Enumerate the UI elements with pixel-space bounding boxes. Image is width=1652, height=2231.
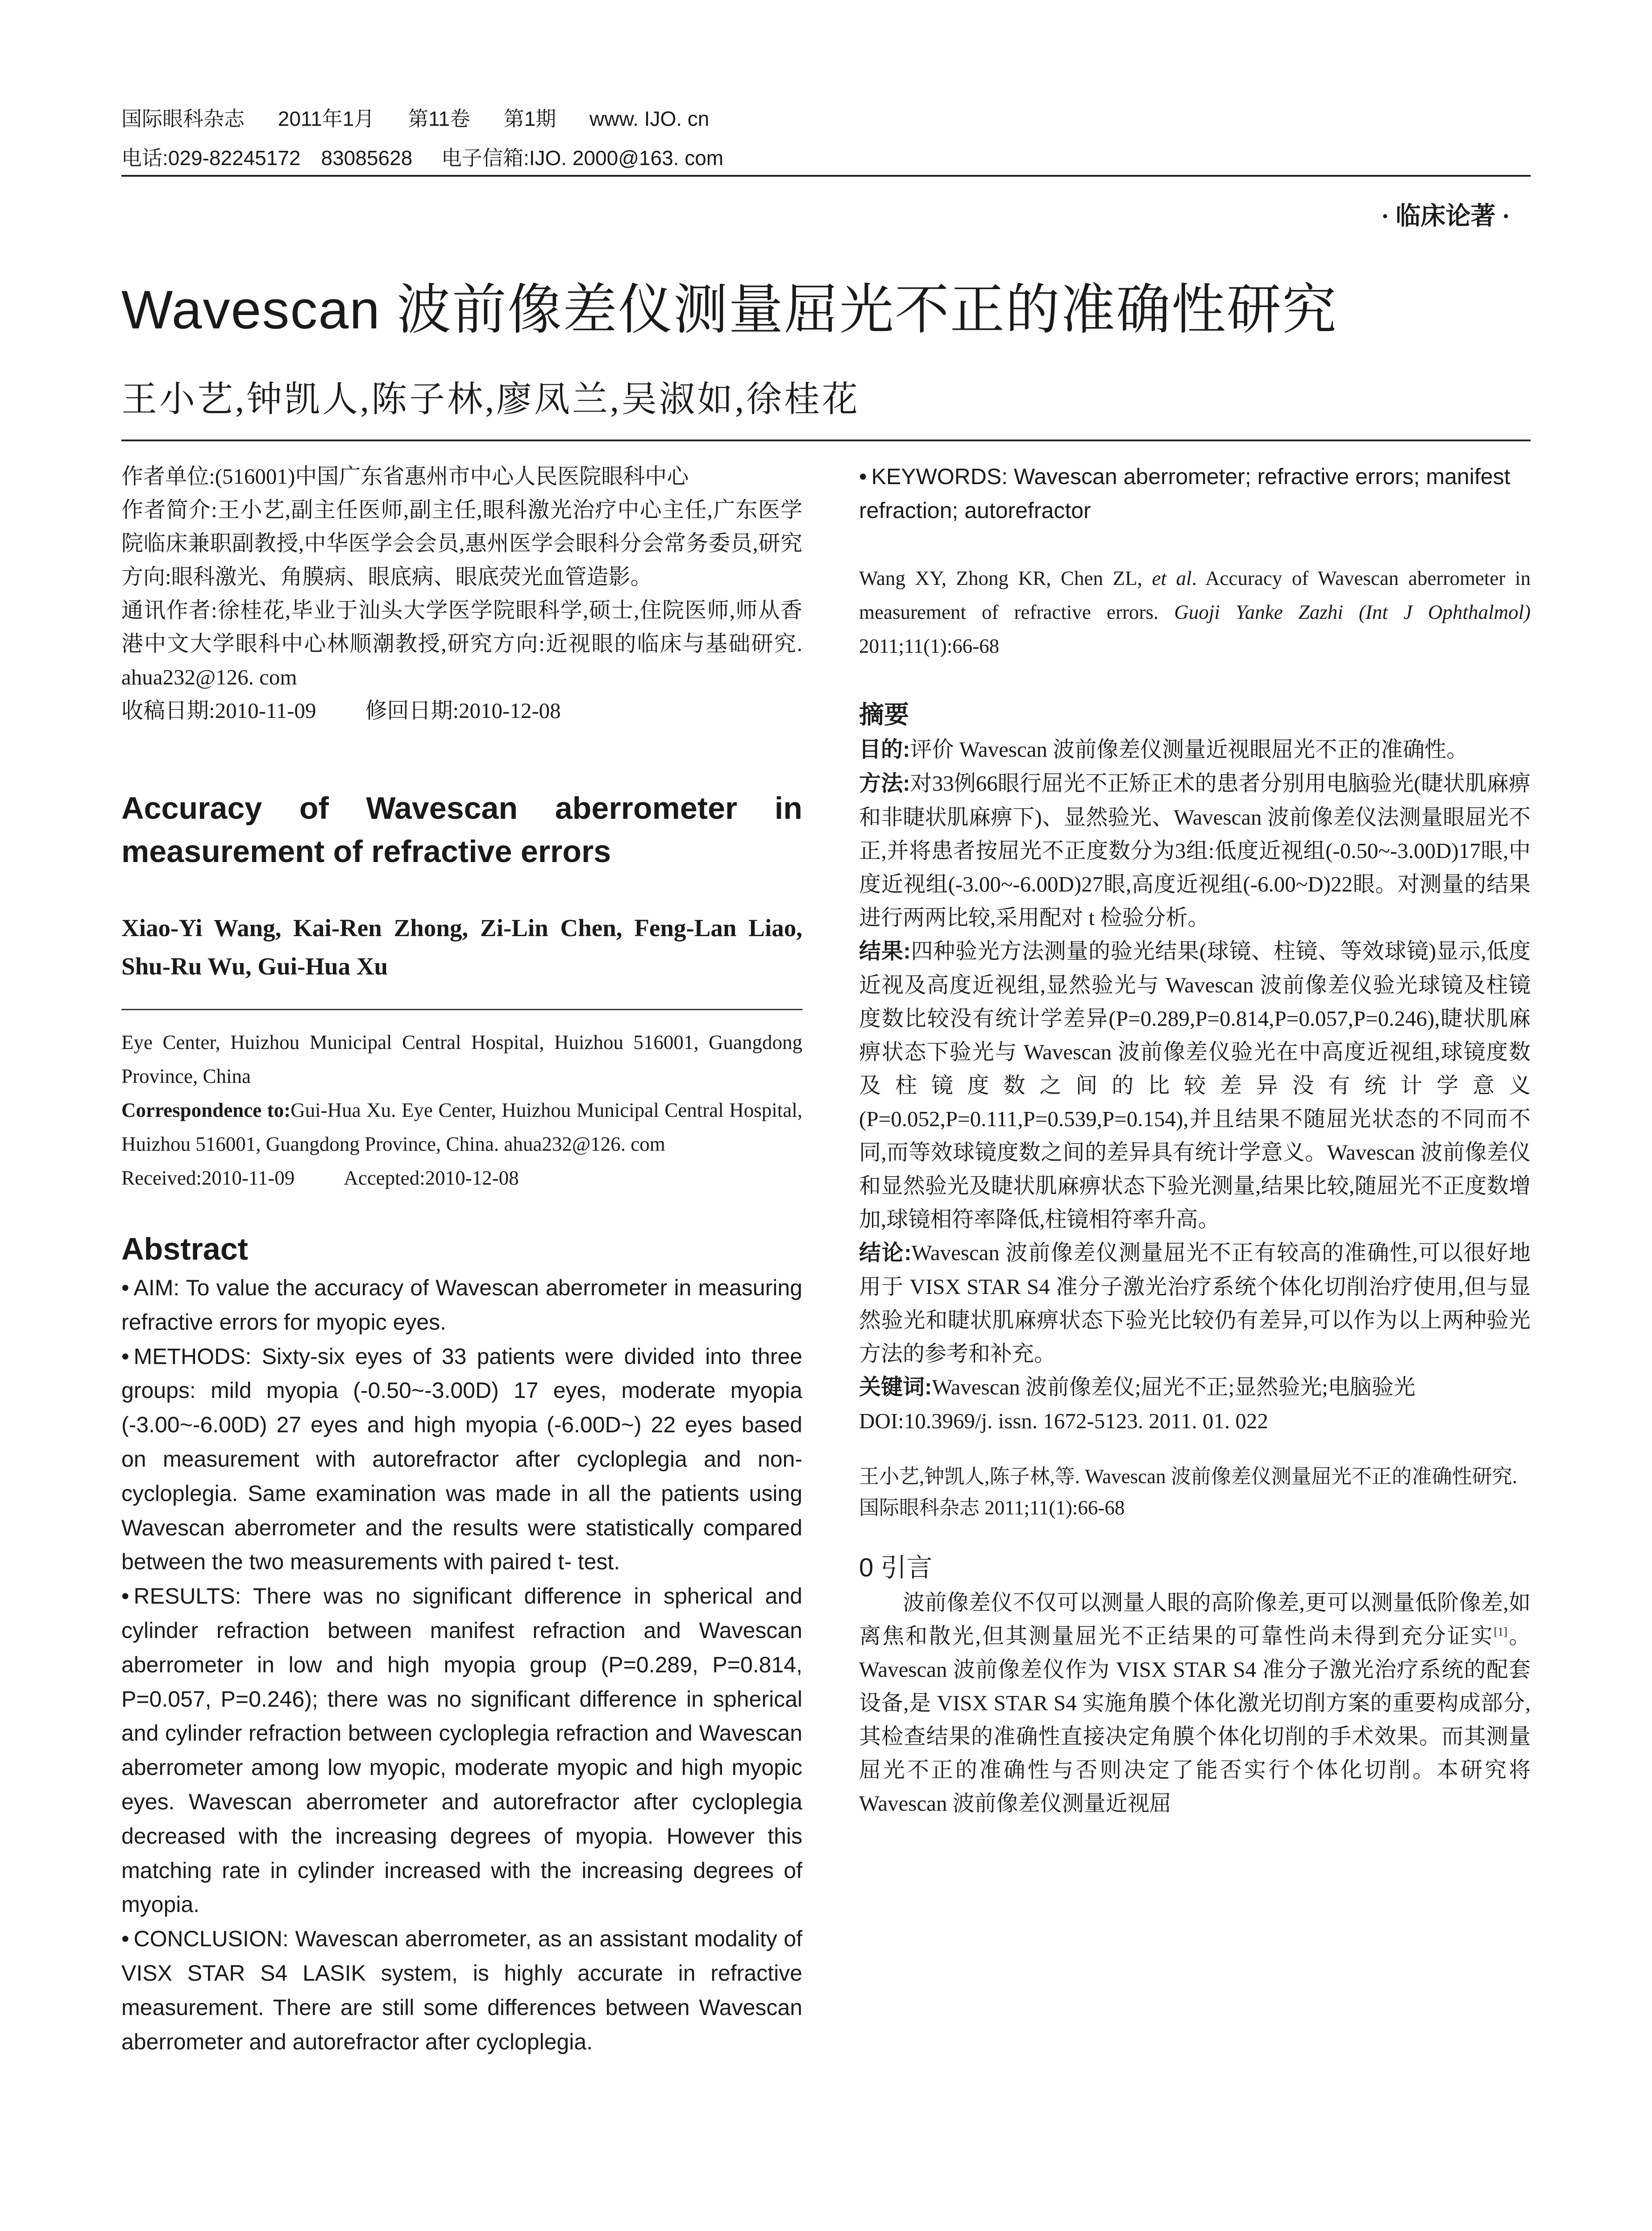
intro-text-2: 。Wavescan 波前像差仪作为 VISX STAR S4 准分子激光治疗系统的配套设备,是 VISX STAR S4 实施角膜个体化激光切削方案的重要构成部分,其检查结果的准确性直接决定角膜个体化切削的手术效果。而其测量屈光不正的准确性与否则决定了能否实行个体化切削。本研究将 Wavescan 波前像差仪测量近视屈: [859, 1624, 1531, 1816]
summary-conclusion-text: Wavescan 波前像差仪测量屈光不正有较高的准确性,可以很好地用于 VISX STAR S4 准分子激光治疗系统个体化切削治疗使用,但与显然验光和睫状肌麻痹状态下验光比较仍有差异,可以作为以上两种验光方法的参考和补充。: [859, 1240, 1531, 1366]
received-date-en: Received:2010-11-09: [121, 1167, 295, 1189]
citation-en-etal: et al: [1152, 567, 1192, 589]
intro-text-1: 波前像差仪不仅可以测量人眼的高阶像差,更可以测量低阶像差,如离焦和散光,但其测量屈光不正结果的可靠性尚未得到充分证实: [859, 1590, 1531, 1648]
journal-website[interactable]: www. IJO. cn: [589, 107, 710, 130]
header-rule: [121, 175, 1531, 177]
correspondence-label: Correspondence to:: [121, 1099, 291, 1121]
abstract-aim-text: To value the accuracy of Wavescan aberrometer in measuring refractive errors for myopic eyes.: [121, 1275, 802, 1335]
correspondence-en: [121, 1093, 802, 1161]
correspondence-text: Gui-Hua Xu. Eye Center, Huizhou Municipal Central Hospital, Huizhou 516001, Guangdong Province, China. ahua232@126. com: [121, 1099, 802, 1155]
accepted-date-en: Accepted:2010-12-08: [344, 1167, 519, 1189]
right-column: [859, 460, 1531, 1820]
keywords-cn-label: 关键词:: [859, 1375, 932, 1399]
abstract-conclusion-text: Wavescan aberrometer, as an assistant modality of VISX STAR S4 LASIK system, is highly accurate in refractive measurement. There are still some differences between Wavescan aberrometer and autorefractor after cycloplegia.: [121, 1926, 802, 2054]
keywords-en-label: KEYWORDS:: [871, 464, 1008, 489]
keywords-en: [859, 460, 1531, 527]
citation-en: [859, 561, 1531, 663]
dates-cn: [121, 694, 802, 727]
abstract-heading: Abstract: [121, 1232, 248, 1266]
journal-contact-line: [121, 142, 747, 171]
abstract-results-text: There was no significant difference in spherical and cylinder refraction between manifest refraction and Wavescan aberrometer in low and high myopia group (P=0.289, P=0.814, P=0.057, P=0.246); there was no significant difference in spherical and cylinder refraction between cycloplegia refraction and Wavescan aberrometer among low myopic, moderate myopic and high myopic eyes. Wavescan aberrometer and autorefractor after cycloplegia decreased with the increasing degrees of myopia. However this matching rate in cylinder increased with the increasing degrees of myopia.: [121, 1584, 802, 1917]
abstract-aim-label: AIM:: [133, 1275, 180, 1300]
authors-cn: 王小艺,钟凯人,陈子林,廖凤兰,吴淑如,徐桂花: [121, 380, 860, 419]
keywords-cn: [859, 1370, 1531, 1404]
volume: 第11卷: [408, 107, 470, 130]
journal-header-line: [121, 103, 737, 132]
journal-name: 国际眼科杂志: [121, 107, 245, 130]
summary-results-text: 四种验光方法测量的验光结果(球镜、柱镜、等效球镜)显示,低度近视及高度近视组,显然验光与 Wavescan 波前像差仪验光球镜及柱镜度数比较没有统计学差异(P=0.289,P=0.814,P=0.057,P=0.246),睫状肌麻痹状态下验光与 Wavescan 波前像差仪验光在中高度近视组,球镜度数及柱镜度数之间的比较差异没有统计学意义(P=0.052,P=0.111,P=0.539,P=0.154),并且结果不随屈光状态的不同而不同,而等效球镜度数之间的差异具有统计学意义。Wavescan 波前像差仪和显然验光及睫状肌麻痹状态下验光测量,结果比较,随屈光不正度数增加,球镜相符率降低,柱镜相符率升高。: [859, 939, 1531, 1232]
citation-cn: 王小艺,钟凯人,陈子林,等. Wavescan 波前像差仪测量屈光不正的准确性研究. 国际眼科杂志 2011;11(1):66-68: [859, 1465, 1518, 1519]
affiliation-rule: [121, 1009, 802, 1010]
affiliation-en: Eye Center, Huizhou Municipal Central Hospital, Huizhou 516001, Guangdong Province, China: [121, 1031, 802, 1087]
intro-paragraph: [859, 1586, 1531, 1820]
keywords-cn-text: Wavescan 波前像差仪;屈光不正;显然验光;电脑验光: [932, 1375, 1415, 1399]
summary-methods-text: 对33例66眼行屈光不正矫正术的患者分别用电脑验光(睫状肌麻痹和非睫状肌麻痹下)、显然验光、Wavescan 波前像差仪法测量眼屈光不正,并将患者按屈光不正度数分为3组:低度近视组(-0.50~-3.00D)17眼,中度近视组(-3.00~-6.00D)27眼,高度近视组(-6.00~D)22眼。对测量的结果进行两两比较,采用配对 t 检验分析。: [859, 771, 1531, 930]
intro-heading: 0 引言: [859, 1553, 933, 1582]
abstract-methods-text: Sixty-six eyes of 33 patients were divided into three groups: mild myopia (-0.50~-3.00D) 17 eyes, moderate myopia (-3.00~-6.00D) 27 eyes and high myopia (-6.00D~) 22 eyes based on measurement with autorefractor after cycloplegia and non-cycloplegia. Same examination was made in all the patients using Wavescan aberrometer and the results were statistically compared between the two measurements with paired t- test.: [121, 1344, 802, 1575]
journal-phone: 电话:029-82245172 83085628: [121, 146, 413, 170]
summary-conclusion: [859, 1236, 1531, 1370]
received-date-cn: 收稿日期:2010-11-09: [121, 698, 316, 723]
affiliation-cn: 作者单位:(516001)中国广东省惠州市中心人民医院眼科中心: [121, 464, 689, 489]
summary-results-label: 结果:: [859, 939, 911, 963]
dates-en: [121, 1161, 802, 1195]
section-label: · 临床论著 ·: [1381, 203, 1510, 230]
summary-aim: [859, 733, 1531, 767]
summary-results: [859, 934, 1531, 1236]
citation-en-authors: Wang XY, Zhong KR, Chen ZL,: [859, 567, 1142, 589]
authors-en: Xiao-Yi Wang, Kai-Ren Zhong, Zi-Lin Chen, Feng-Lan Liao, Shu-Ru Wu, Gui-Hua Xu: [121, 914, 802, 980]
summary-aim-label: 目的:: [859, 738, 910, 762]
abstract-results: [121, 1579, 802, 1922]
abstract-methods: [121, 1339, 802, 1580]
intro-reference[interactable]: [1]: [1494, 1625, 1507, 1638]
abstract-methods-label: METHODS:: [133, 1344, 252, 1369]
citation-en-journal: Guoji Yanke Zazhi (Int J Ophthalmol): [1174, 601, 1531, 623]
abstract-results-label: RESULTS:: [133, 1584, 241, 1609]
summary-methods: [859, 767, 1531, 934]
citation-en-title: . Accuracy of Wavescan aberrometer in measurement of refractive errors.: [859, 567, 1531, 623]
summary-aim-text: 评价 Wavescan 波前像差仪测量近视眼屈光不正的准确性。: [910, 737, 1469, 762]
citation-en-volume: 2011;11(1):66-68: [859, 635, 1000, 657]
summary-conclusion-label: 结论:: [859, 1241, 912, 1265]
left-column: [121, 460, 802, 2059]
article-title-cn: Wavescan 波前像差仪测量屈光不正的准确性研究: [121, 279, 1337, 340]
journal-email[interactable]: 电子信箱:IJO. 2000@163. com: [441, 146, 724, 170]
doi[interactable]: DOI:10.3969/j. issn. 1672-5123. 2011. 01. 022: [859, 1409, 1268, 1433]
title-rule: [121, 440, 1531, 441]
abstract-conclusion: [121, 1922, 802, 2059]
issue-number: 第1期: [503, 107, 556, 130]
abstract-aim: [121, 1271, 802, 1339]
summary-heading: 摘要: [859, 701, 909, 729]
article-title-en: Accuracy of Wavescan aberrometer in measurement of refractive errors: [121, 791, 802, 869]
corresponding-author-cn: 通讯作者:徐桂花,毕业于汕头大学医学院眼科学,硕士,住院医师,师从香港中文大学眼科中心林顺潮教授,研究方向:近视眼的临床与基础研究. ahua232@126. com: [121, 598, 802, 689]
author-bio-cn: 作者简介:王小艺,副主任医师,副主任,眼科激光治疗中心主任,广东医学院临床兼职副教授,中华医学会会员,惠州医学会眼科分会常务委员,研究方向:眼科激光、角膜病、眼底病、眼底荧光血管造影。: [121, 498, 802, 589]
revised-date-cn: 修回日期:2010-12-08: [365, 698, 561, 723]
abstract-conclusion-label: CONCLUSION:: [133, 1926, 289, 1952]
summary-methods-label: 方法:: [859, 771, 910, 796]
issue-date: 2011年1月: [278, 107, 375, 130]
keywords-en-text: Wavescan aberrometer; refractive errors; manifest refraction; autorefractor: [859, 464, 1511, 523]
